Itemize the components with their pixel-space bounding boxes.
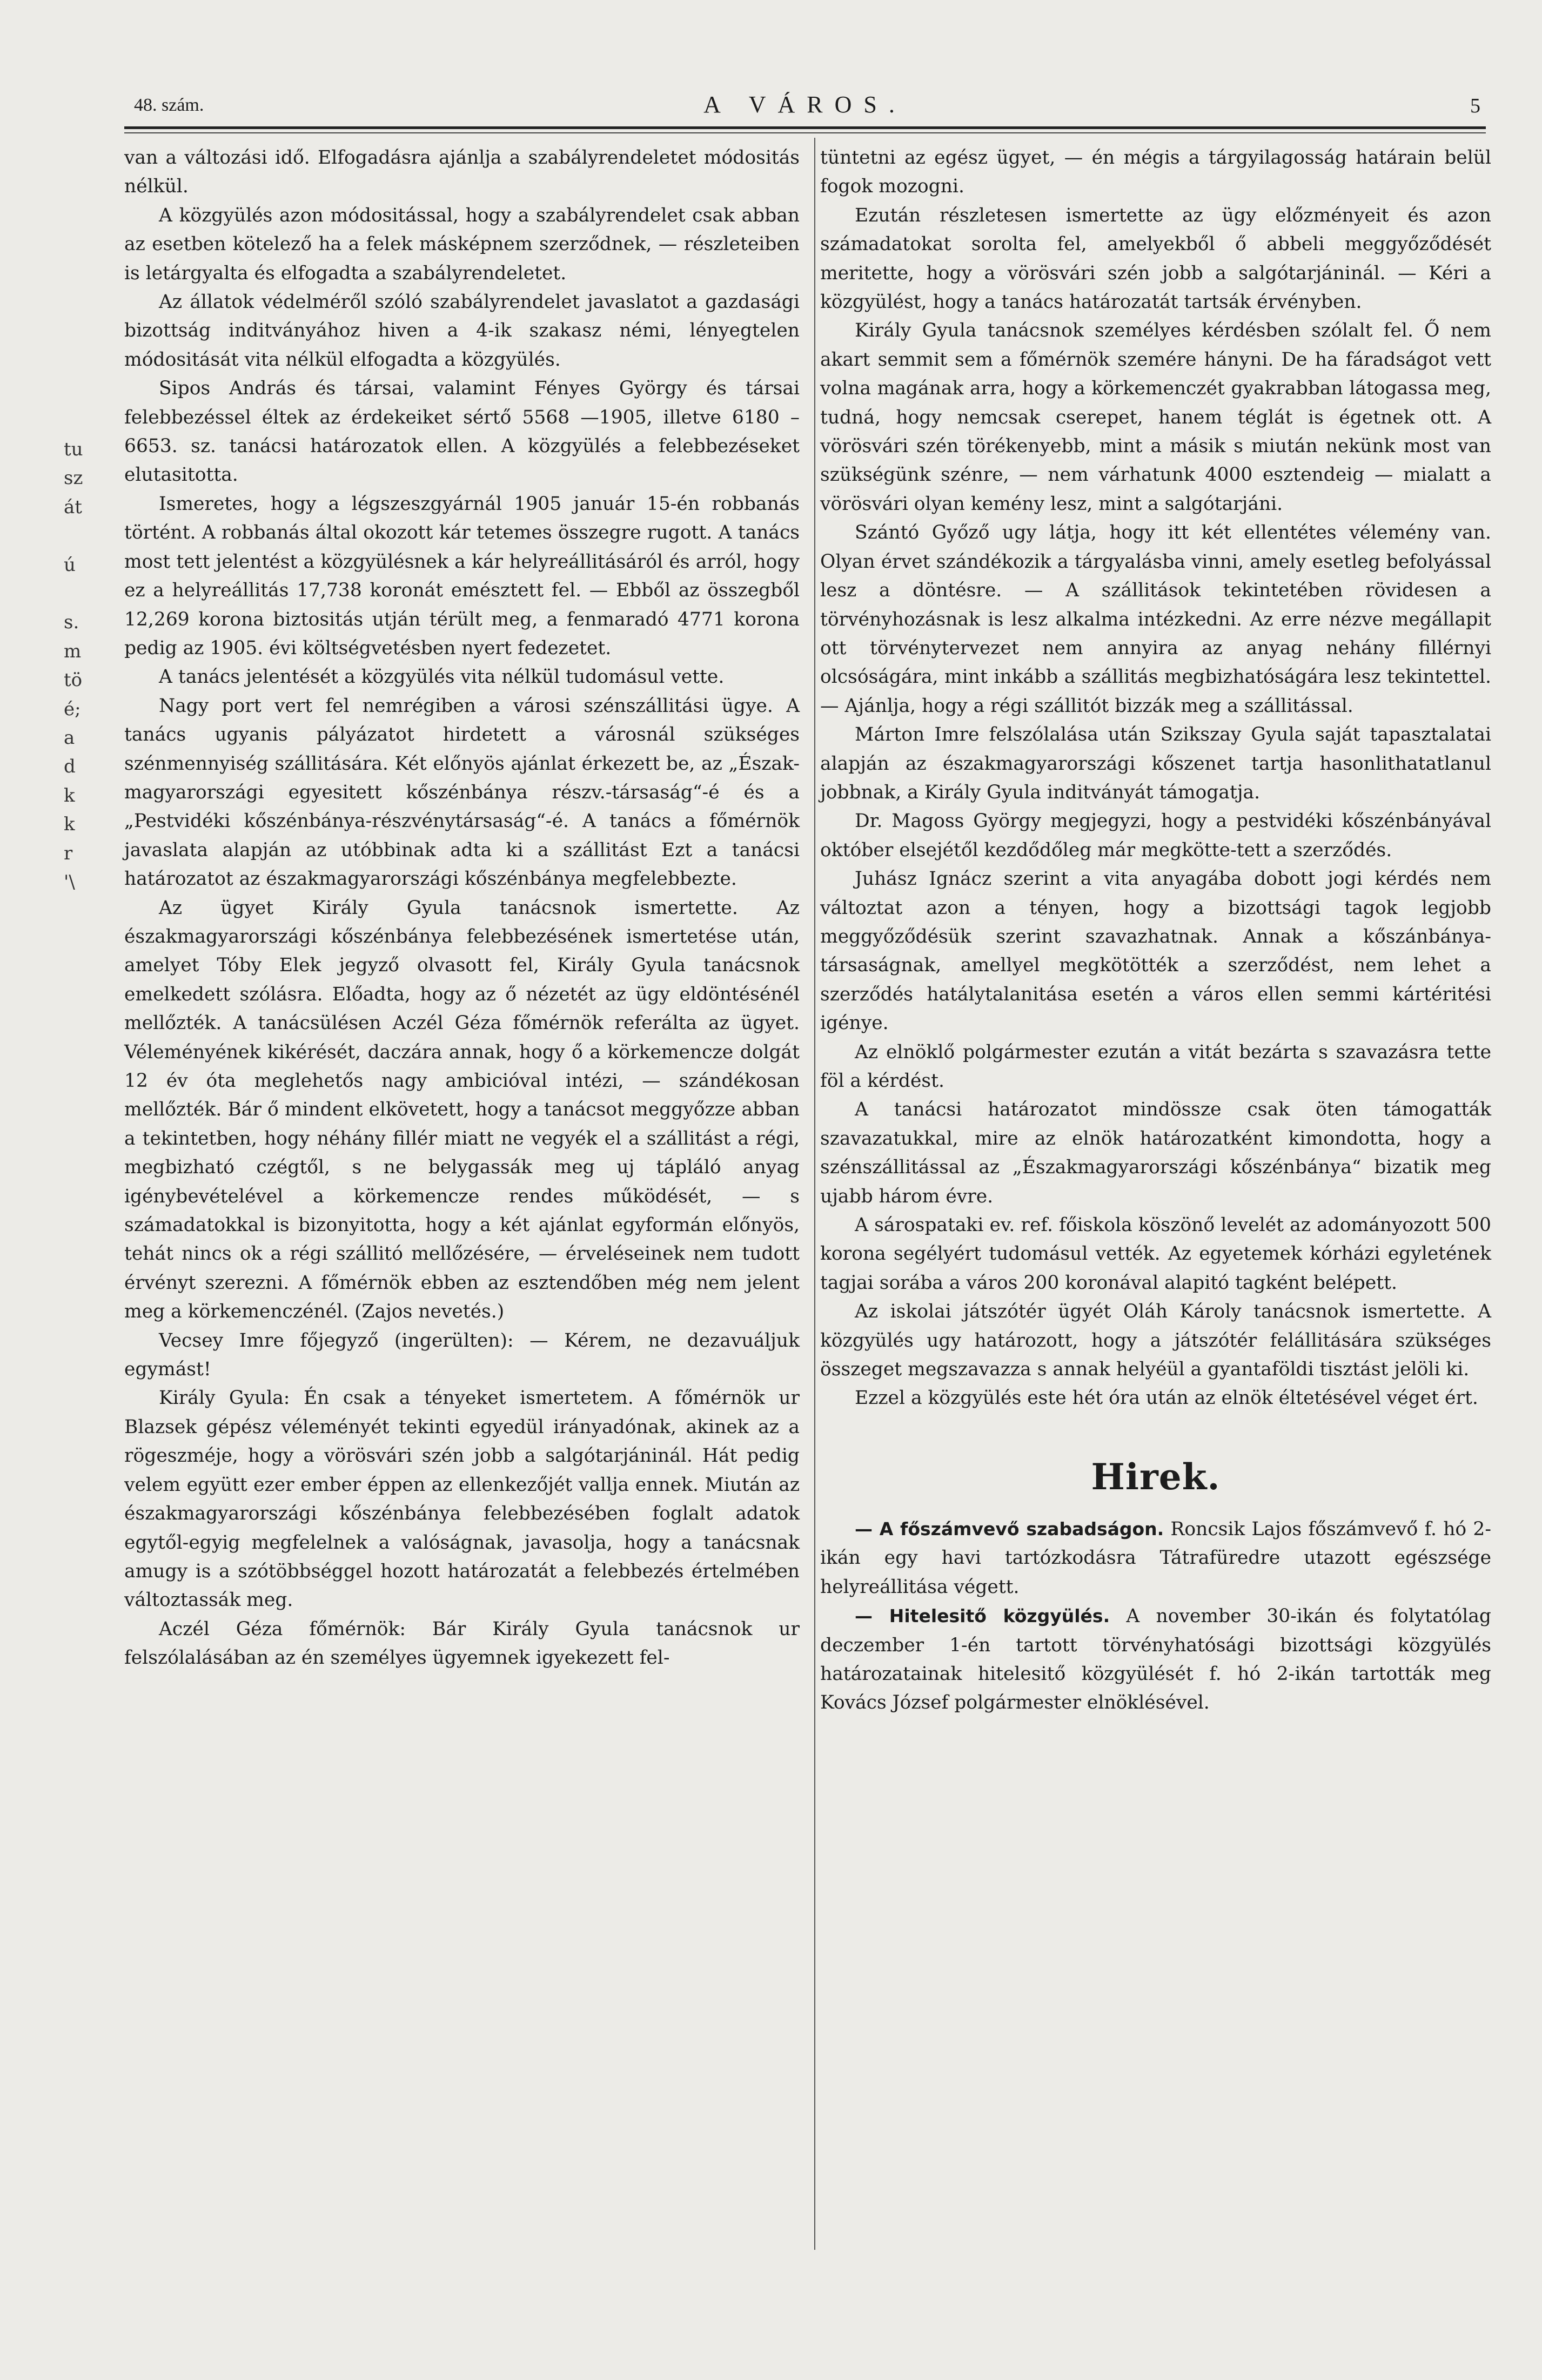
article-paragraph: Vecsey Imre főjegyző (ingerülten): — Kérem, ne dezavuáljuk egymást! xyxy=(124,1329,800,1381)
article-paragraph: A sárospataki ev. ref. főiskola köszönő levelét az adományozott 500 korona segélyért tudomásul vették. Az egyetemek kórházi egyletének tagjai sorába a város 200 koronával alapitó tagként belépett. xyxy=(820,1214,1491,1294)
margin-fragment: é; xyxy=(64,698,81,720)
article-paragraph: Ezután részletesen ismertette az ügy előzményeit és azon számadatokat sorolta fel, amelyekből ő abbeli meggyőződését meritette, hogy a vörösvári szén jobb a salgótarjáninál. — Kéri a közgyülést, hogy a tanács határozatát tartsák érvényben. xyxy=(820,204,1491,313)
article-paragraph: Az elnöklő polgármester ezután a vitát bezárta s szavazásra tette föl a kérdést. xyxy=(820,1041,1491,1092)
margin-fragment: '\ xyxy=(64,871,75,893)
article-paragraph: A tanácsi határozatot mindössze csak öten támogatták szavazatukkal, mire az elnök határozatként kimondotta, hogy a szénszállitással az „Északmagyarországi kőszénbánya“ bizatik meg ujabb három évre. xyxy=(820,1099,1491,1207)
margin-fragment: sz xyxy=(64,467,83,489)
news-item-text: Roncsik Lajos főszámvevő f. hó 2-ikán egy havi tartózkodásra Tátrafüredre utazott egészsége helyreállitása végett. xyxy=(820,1518,1491,1598)
article-paragraph: Dr. Magoss György megjegyzi, hogy a pestvidéki kőszénbányával október elsejétől kezdődőleg már megkötte-tett a szerződés. xyxy=(820,810,1491,861)
article-paragraph: Márton Imre felszólalása után Szikszay Gyula saját tapasztalatai alapján az északmagyarországi kőszenet tartja hasonlithatatlanul jobbnak, a Király Gyula inditványát támogatja. xyxy=(820,724,1491,803)
article-paragraph: Ezzel a közgyülés este hét óra után az elnök éltetésével véget ért. xyxy=(855,1387,1478,1409)
margin-fragment: k xyxy=(64,784,75,806)
article-paragraph: Az állatok védelméről szóló szabályrendelet javaslatot a gazdasági bizottság inditványához hiven a 4-ik szakasz némi, lényegtelen módositását vita nélkül elfogadta a közgyülés. xyxy=(124,291,800,371)
article-paragraph: Király Gyula tanácsnok személyes kérdésben szólalt fel. Ő nem akart semmit sem a főmérnök szemére hányni. De ha fáradságot vett volna magának arra, hogy a körkemenczét gyakrabban látogassa meg, tudná, hogy nemcsak cserepet, hanem téglát is égetnek ott. A vörösvári szén törékenyebb, mint a másik s miután nekünk most van szükségünk szénre, — nem várhatunk 4000 esztendeig — mialatt a vörösvári olyan kemény lesz, mint a salgótarjáni. xyxy=(820,320,1491,515)
article-paragraph: Sipos András és társai, valamint Fényes György és társai felebbezéssel éltek az érdekeiket sértő 5568 —1905, illetve 6180 – 6653. sz. tanácsi határozatok ellen. A közgyülés a felebbezéseket elutasitotta. xyxy=(124,378,800,486)
margin-fragment: tö xyxy=(64,669,83,691)
issue-number: 48. szám. xyxy=(134,95,204,115)
article-paragraph: Király Gyula: Én csak a tényeket ismertetem. A főmérnök ur Blazsek gépész véleményét tekinti egyedül irányadónak, akinek az a rögeszméje, hogy a vörösvári szén jobb a salgótarjáninál. Hát pedig velem együtt ezer ember éppen az ellenkezőjét vallja ennek. Miután az északmagyarországi kőszénbánya felebbezésében foglalt adatok egytől-egyig megfelelnek a valóságnak, javasolja, hogy a tanácsnak amugy is a szótöbbséggel hozott határozatát a felebbezés értelmében változtassák meg. xyxy=(124,1387,800,1611)
page-number: 5 xyxy=(1470,95,1480,117)
article-paragraph: Az iskolai játszótér ügyét Oláh Károly tanácsnok ismertette. A közgyülés ugy határozott, hogy a játszótér felállitására szükséges összeget megszavazza s annak helyéül a gyantaföldi tisztást jelöli ki. xyxy=(820,1301,1491,1381)
margin-fragment xyxy=(64,522,96,550)
newspaper-title: A VÁROS. xyxy=(703,91,907,118)
margin-fragment: m xyxy=(64,640,82,662)
margin-fragment: r xyxy=(64,842,73,864)
article-paragraph: A tanács jelentését a közgyülés vita nélkül tudomásul vette. xyxy=(159,666,725,688)
column-divider xyxy=(814,138,815,2250)
section-spacer xyxy=(820,1413,1491,1455)
article-paragraph: Juhász Ignácz szerint a vita anyagába dobott jogi kérdés nem változtat azon a tényen, hogy a bizottsági tagok legjobb meggyőződésük szerint szavazhatnak. Annak a kőszánbánya-társaságnak, amellyel megkötötték a szerződést, nem lehet a szerződés hatálytalanitása esetén a város ellen semmi kártéritési igénye. xyxy=(820,868,1491,1034)
article-paragraph: Aczél Géza főmérnök: Bár Király Gyula tanácsnok ur felszólalásában az én személyes ügyemnek igyekezett fel- xyxy=(124,1618,800,1669)
article-paragraph: A közgyülés azon módositással, hogy a szabályrendelet csak abban az esetben kötelező ha a felek másképnem szerződnek, — részleteiben is letárgyalta és elfogadta a szabályrendeletet. xyxy=(124,204,800,284)
news-item-lead: — Hitelesitő közgyülés. xyxy=(855,1605,1110,1627)
article-paragraph: Szántó Győző ugy látja, hogy itt két ellentétes vélemény van. Olyan érvet szándékozik a tárgyalásba vinni, amely esetleg befolyással lesz a döntésre. — A szállitások tekintetében rövidesen a törvényhozásnak is lesz alkalma intézkedni. Az erre nézve megállapit ott törvénytervezet nem annyira az anyag nehány fillérnyi olcsóságára, mint inkább a szállitás megbizhatóságára lesz tekintettel. — Ajánlja, hogy a régi szállitót bizzák meg a szállitással. xyxy=(820,522,1491,717)
right-column xyxy=(820,144,1491,1718)
article-paragraph: tüntetni az egész ügyet, — én mégis a tárgyilagosság határain belül fogok mozogni. xyxy=(820,147,1491,198)
margin-fragment: át xyxy=(64,496,82,518)
article-paragraph: Ismeretes, hogy a légszeszgyárnál 1905 január 15-én robbanás történt. A robbanás által okozott kár tetemes összegre rugott. A tanács most tett jelentést a közgyülésnek a kár helyreállitásáról és arról, hogy ez a helyreállitás 17,738 koronát emésztett fel. — Ebből az összegből 12,269 korona biztositás utján térült meg, a fenmaradó 4771 korona pedig az 1905. évi költségvetésben nyert fedezetet. xyxy=(124,493,800,659)
margin-fragment: k xyxy=(64,813,75,836)
margin-fragment: s. xyxy=(64,611,79,634)
article-paragraph: Az ügyet Király Gyula tanácsnok ismertette. Az északmagyarországi kőszénbánya felebbezésének ismertetése után, amelyet Tóby Elek jegyző olvasott fel, Király Gyula tanácsnok emelkedett szólásra. Előadta, hogy az ő nézetét az ügy eldöntésénél mellőzték. A tanácsülésen Aczél Géza főmérnök referálta az ügyet. Véleményének kikérését, daczára annak, hogy ő a körkemencze dolgát 12 év óta meglehetős nagy ambicióval intézi, — szándékosan mellőzték. Bár ő mindent elkövetett, hogy a tanácsot meggyőzze abban a tekintetben, hogy néhány fillér miatt ne vegyék el a szállitást a régi, megbizható czégtől, s ne belygassák meg uj tápláló anyag igénybevételével a körkemencze rendes működését, — s számadatokkal is bizonyitotta, hogy a két ajánlat egyformán előnyös, tehát nincs ok a régi szállitó mellőzésére, — érveléseinek nem tudott érvényt szerezni. A főmérnök ebben az esztendőben még nem jelent meg a körkemenczénél. (Zajos nevetés.) xyxy=(124,897,800,1323)
article-paragraph: van a változási idő. Elfogadásra ajánlja a szabályrendeletet módositás nélkül. xyxy=(124,147,800,198)
news-item-text: A november 30-ikán és folytatólag deczember 1-én tartott törvényhatósági bizottsági közgyülés határozatainak hitelesitő közgyülését f. hó 2-ikán tartották meg Kovács József polgármester elnöklésével. xyxy=(820,1605,1491,1714)
news-section-title: Hirek. xyxy=(1091,1455,1221,1498)
margin-fragment: tu xyxy=(64,439,83,460)
margin-fragments xyxy=(64,435,96,897)
margin-fragment xyxy=(64,580,96,608)
left-column xyxy=(124,144,800,1673)
page-header xyxy=(124,91,1486,123)
margin-fragment: a xyxy=(64,727,75,749)
news-item xyxy=(820,1602,1491,1718)
header-rule-thick xyxy=(124,126,1486,129)
news-item xyxy=(820,1515,1491,1602)
news-item-lead: — A főszámvevő szabadságon. xyxy=(855,1518,1164,1539)
margin-fragment: d xyxy=(64,756,76,778)
margin-fragment: ú xyxy=(64,554,76,576)
header-rule-thin xyxy=(124,132,1486,133)
article-paragraph: Nagy port vert fel nemrégiben a városi szénszállitási ügye. A tanács ugyanis pályázatot hirdetett a városnál szükséges szénmennyiség szállitására. Két előnyös ajánlat érkezett be, az „Észak-magyarországi egyesitett kőszénbánya részv.-társaság“-é és a „Pestvidéki kőszénbánya-részvénytársaság“-é. A tanács a főmérnök javaslata alapján az utóbbinak adta ki a szállitást Ezt a tanácsi határozatot az északmagyarországi kőszénbánya megfelebbezte. xyxy=(124,695,800,890)
